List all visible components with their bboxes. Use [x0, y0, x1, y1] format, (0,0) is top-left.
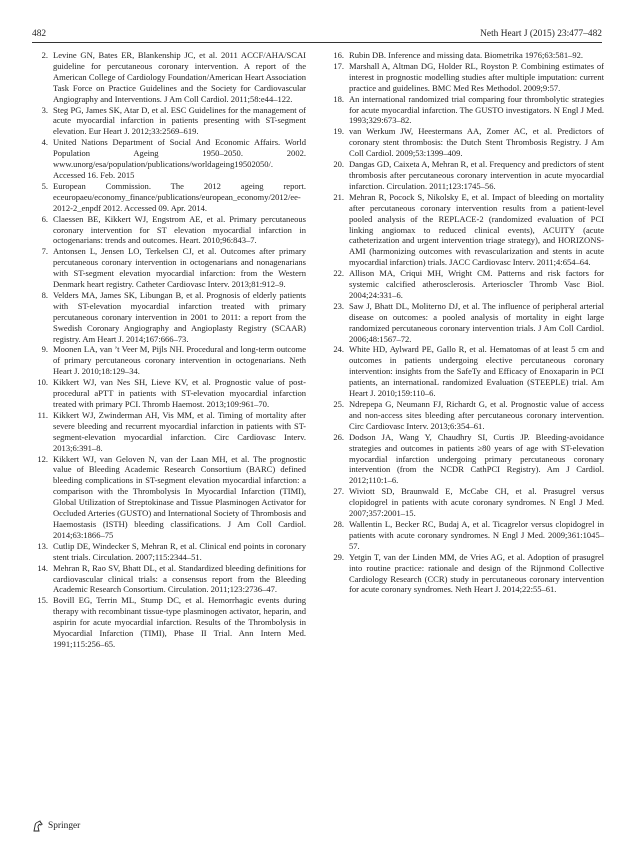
reference-item — [32, 214, 306, 247]
reference-text: Bovill EG, Terrin ML, Stump DC, et al. Hemorrhagic events during therapy with recombinant tissue-type plasminogen activator, heparin, and aspirin for acute myocardial infarction. Results of the Thrombolysis in Myocardial Infarction (TIMI), Phase II Trial. Ann Intern Med. 1991;115:256–65. — [53, 595, 306, 649]
reference-number: 16. — [333, 50, 344, 60]
reference-text: An international randomized trial comparing four thrombolytic strategies for acute myocardial infarction. The GUSTO investigators. N Engl J Med. 1993;329:673–82. — [349, 93, 604, 126]
reference-text: Ndrepepa G, Neumann FJ, Richardt G, et al. Prognostic value of access and non-access sites bleeding after percutaneous coronary intervention. Circ Cardiovasc Interv. 2013;6:354–61. — [349, 399, 604, 431]
reference-text: Antonsen L, Jensen LO, Terkelsen CJ, et al. Outcomes after primary percutaneous coronary intervention in octogenarians and nonagenarians with ST-segment elevation myocardial infarction: from the Western Denmark heart registry. Catheter Cardiovasc Interv. 2013;81:912–9. — [53, 246, 306, 290]
reference-text: Kikkert WJ, van Geloven N, van der Laan MH, et al. The prognostic value of Bleeding Academic Research Consortium (BARC) defined bleeding complications in ST-segment elevation myocardial infarction: a comparison with the Thrombolysis In Myocardial Infarction (TIMI), Global Utilization of Streptokinase and Tissue Plasminogen Activator for Occluded Arteries (GUSTO) and International Society of Thrombosis and Haemostasis (ISTH) bleeding classifications. J Am Coll Cardiol. 2014;63:1866–75 — [53, 453, 306, 540]
reference-text: European Commission. The 2012 ageing report. eceuropaeu/economy_finance/publications/european_economy/2012/ee-2012-2_enpdf 2012. Accessed 09. Apr. 2014. — [53, 180, 306, 213]
page-header — [32, 26, 602, 42]
reference-number: 19. — [333, 126, 344, 137]
reference-number: 15. — [37, 595, 48, 606]
reference-number: 21. — [333, 191, 344, 202]
references-right-column — [328, 50, 604, 595]
reference-item — [32, 290, 306, 345]
page-footer — [32, 818, 80, 834]
reference-text: Saw J, Bhatt DL, Moliterno DJ, et al. The influence of peripheral arterial disease on outcomes: a pooled analysis of mortality in eight large randomized percutaneous coronary intervention trials. J Am Coll Cardiol. 2006;48:1567–72. — [349, 300, 604, 344]
reference-item — [328, 432, 604, 487]
reference-text: Wiviott SD, Braunwald E, McCabe CH, et al. Prasugrel versus clopidogrel in patients with acute coronary syndromes. N Engl J Med. 2007;357:2001–15. — [349, 486, 604, 519]
reference-number: 29. — [333, 551, 344, 562]
reference-item — [32, 105, 306, 138]
reference-item — [328, 344, 604, 399]
reference-text: Kikkert WJ, van Nes SH, Lieve KV, et al. Prognostic value of post-procedural aPTT in patients with ST-elevation myocardial infarction treated with primary PCI. Thromb Haemost. 2013;109:961–70. — [53, 377, 306, 409]
reference-item — [328, 519, 604, 552]
reference-text: Levine GN, Bates ER, Blankenship JC, et al. 2011 ACCF/AHA/SCAI guideline for percutaneous coronary intervention. A report of the American College of Cardiology Foundation/American Heart Association Task Force on Practice Guidelines and the Society for Cardiovascular Angiography and Interventions. J Am Coll Cardiol. 2011;58:e44–122. — [53, 50, 306, 104]
reference-text: Allison MA, Criqui MH, Wright CM. Patterns and risk factors for systemic calcified atherosclerosis. Arterioscler Thromb Vasc Biol. 2004;24:331–6. — [349, 268, 604, 300]
reference-item — [328, 94, 604, 127]
springer-horse-icon — [32, 820, 44, 832]
reference-text: Steg PG, James SK, Atar D, et al. ESC Guidelines for the management of acute myocardial infarction in patients presenting with ST-segment elevation. Eur Heart J. 2012;33:2569–619. — [53, 104, 306, 137]
reference-item — [32, 410, 306, 454]
reference-text: White HD, Aylward PE, Gallo R, et al. Hematomas of at least 5 cm and outcomes in patients undergoing elective percutaneous coronary intervention: insights from the SafeTy and Efficacy of Enoxaparin in PCI patients, an internationaL randomized Evaluation (STEEPLE) trial. Am Heart J. 2010;159:110–6. — [349, 344, 604, 399]
reference-item — [328, 126, 604, 159]
reference-item — [328, 50, 604, 61]
reference-number: 20. — [333, 159, 344, 170]
publisher-name: Springer — [48, 821, 81, 831]
reference-number: 7. — [41, 246, 48, 257]
reference-text: Mehran R, Pocock S, Nikolsky E, et al. Impact of bleeding on mortality after percutaneous coronary intervention results from a patient-level pooled analysis of the REPLACE-2 (randomized evaluation of PCI linking angiomax to reduced clinical events), ACUITY (acute catheterization and urgent intervention triage strategy), and HORIZONS-AMI (harmonizing outcomes with revascularization and stents in acute myocardial infarction) trials. JACC Cardiovasc Interv. 2011;4:654–64. — [349, 191, 604, 268]
reference-item — [328, 61, 604, 94]
reference-item — [328, 486, 604, 519]
reference-number: 3. — [41, 104, 48, 115]
reference-number: 10. — [37, 377, 48, 388]
reference-number: 9. — [41, 344, 48, 355]
reference-text: Velders MA, James SK, Libungan B, et al. Prognosis of elderly patients with ST-elevation myocardial infarction treated with primary percutaneous coronary intervention in 2001 to 2011: a report from the Swedish Coronary Angiography and Angioplasty Registry (SCAAR) registry. Am Heart J. 2014;167:666–73. — [53, 289, 306, 344]
reference-number: 18. — [333, 93, 344, 104]
reference-number: 6. — [41, 213, 48, 224]
reference-number: 5. — [41, 180, 48, 191]
reference-number: 2. — [41, 50, 48, 60]
reference-item — [32, 377, 306, 410]
reference-number: 8. — [41, 289, 48, 300]
reference-text: Yetgin T, van der Linden MM, de Vries AG, et al. Adoption of prasugrel into routine practice: rationale and design of the Rijnmond Collective Cardiology Research (CCR) study in percutaneous coronary intervention for acute coronary syndromes. Neth Heart J. 2014;22:55–61. — [349, 551, 604, 595]
reference-item — [32, 563, 306, 596]
header-divider — [32, 42, 602, 43]
reference-item — [32, 137, 306, 181]
reference-number: 28. — [333, 518, 344, 529]
reference-item — [328, 268, 604, 301]
reference-number: 14. — [37, 562, 48, 573]
reference-number: 17. — [333, 60, 344, 71]
reference-number: 24. — [333, 344, 344, 355]
reference-item — [328, 301, 604, 345]
reference-number: 23. — [333, 300, 344, 311]
reference-item — [32, 454, 306, 541]
reference-item — [32, 181, 306, 214]
reference-number: 22. — [333, 268, 344, 279]
reference-text: Dangas GD, Caixeta A, Mehran R, et al. Frequency and predictors of stent thrombosis after percutaneous coronary intervention in acute myocardial infarction. Circulation. 2011;123:1745–56. — [349, 159, 604, 191]
reference-number: 25. — [333, 399, 344, 409]
reference-text: Cutlip DE, Windecker S, Mehran R, et al. Clinical end points in coronary stent trials. Circulation. 2007;115:2344–51. — [53, 540, 306, 562]
reference-item — [328, 192, 604, 268]
reference-item — [32, 541, 306, 563]
reference-text: van Werkum JW, Heestermans AA, Zomer AC, et al. Predictors of coronary stent thrombosis: the Dutch Stent Thrombosis Registry. J Am Coll Cardiol. 2009;53:1399–409. — [349, 126, 604, 159]
reference-number: 13. — [37, 540, 48, 551]
reference-text: Marshall A, Altman DG, Holder RL, Royston P. Combining estimates of interest in prognostic modelling studies after multiple imputation: current practice and guidelines. BMC Med Res Methodol. 2009;9:57. — [349, 60, 604, 93]
reference-text: Moonen LA, van ’t Veer M, Pijls NH. Procedural and long-term outcome of primary percutaneous coronary intervention in octogenarians. Neth Heart J. 2010;18:129–34. — [53, 344, 306, 377]
reference-number: 11. — [37, 409, 48, 420]
reference-text: Mehran R, Rao SV, Bhatt DL, et al. Standardized bleeding definitions for cardiovascular clinical trials: a consensus report from the Bleeding Academic Research Consortium. Circulation. 2011;123:2736–47. — [53, 562, 306, 595]
reference-number: 26. — [333, 431, 344, 442]
reference-text: United Nations Department of Social And Economic Affairs. World Population Ageing 1950–2050. 2002. www.unorg/esa/population/publications/worldageing19502050/. Accessed 16. Feb. 2015 — [53, 137, 306, 180]
reference-item — [328, 552, 604, 596]
reference-item — [328, 399, 604, 432]
reference-number: 27. — [333, 486, 344, 497]
reference-item — [328, 159, 604, 192]
page-number: 482 — [32, 29, 47, 39]
reference-text: Kikkert WJ, Zwinderman AH, Vis MM, et al. Timing of mortality after severe bleeding and recurrent myocardial infarction in patients with ST-segment-elevation myocardial infarction. Circ Cardiovasc Interv. 2013;6:391–8. — [53, 409, 306, 453]
journal-citation: Neth Heart J (2015) 23:477–482 — [480, 29, 602, 39]
reference-item — [32, 595, 306, 650]
reference-number: 12. — [37, 453, 48, 464]
reference-text: Claessen BE, Kikkert WJ, Engstrom AE, et al. Primary percutaneous coronary intervention for ST elevation myocardial infarction in octogenarians: trends and outcomes. Heart. 2010;96:843–7. — [53, 213, 306, 246]
reference-text: Wallentin L, Becker RC, Budaj A, et al. Ticagrelor versus clopidogrel in patients with acute coronary syndromes. N Engl J Med. 2009;361:1045–57. — [349, 518, 604, 551]
reference-text: Rubin DB. Inference and missing data. Biometrika 1976;63:581–92. — [349, 50, 584, 60]
reference-text: Dodson JA, Wang Y, Chaudhry SI, Curtis JP. Bleeding-avoidance strategies and outcomes in patients ≥80 years of age with ST-elevation myocardial infarction undergoing primary percutaneous coronary intervention (from the NCDR CathPCI Registry). Am J Cardiol. 2012;110:1–6. — [349, 431, 604, 486]
reference-item — [32, 344, 306, 377]
reference-number: 4. — [41, 137, 48, 148]
reference-item — [32, 50, 306, 105]
references-left-column — [32, 50, 306, 650]
reference-item — [32, 246, 306, 290]
